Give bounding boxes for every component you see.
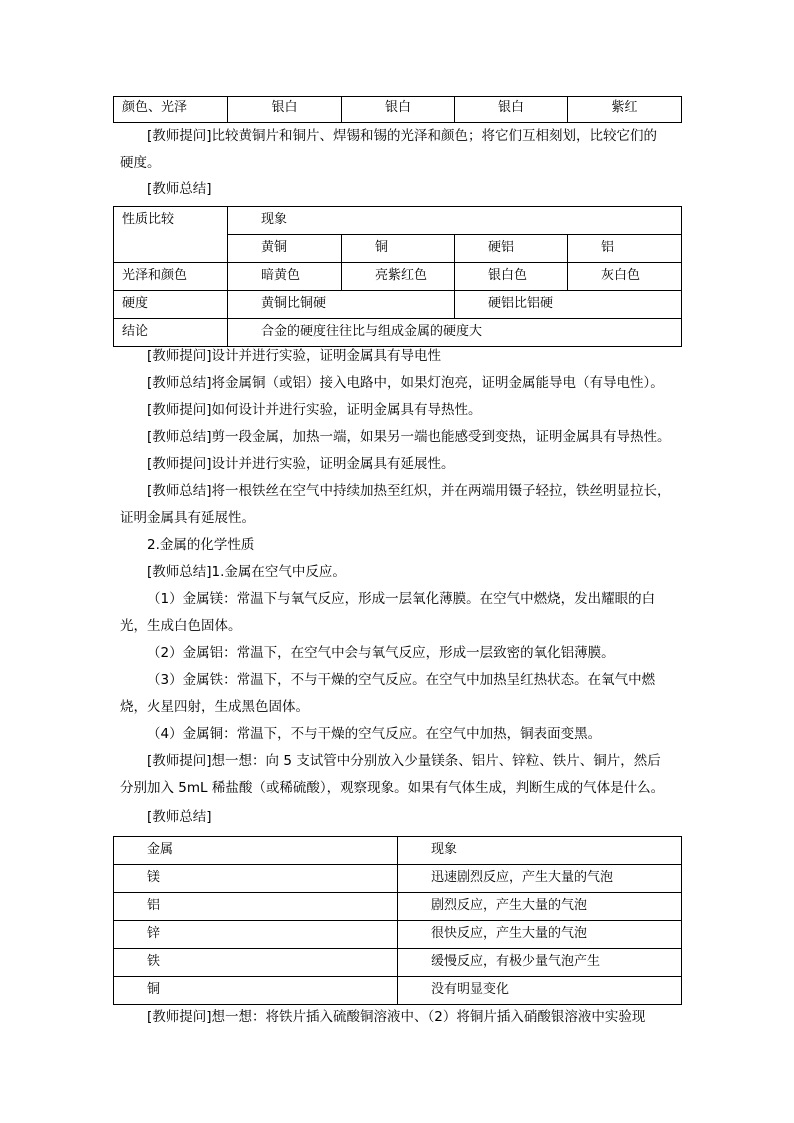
table-cell: 银白 (455, 97, 568, 123)
paragraph: [教师提问]设计并进行实验，证明金属具有延展性。 (147, 456, 455, 472)
table-cell: 没有明显变化 (398, 977, 682, 1005)
table-cell: 颜色、光泽 (114, 97, 228, 123)
table-cell: 很快反应，产生大量的气泡 (398, 921, 682, 949)
paragraph: [教师总结]将一根铁丝在空气中持续加热至红炽，并在两端用镊子轻拉，铁丝明显拉长， (147, 483, 671, 499)
table-cell: 硬度 (114, 291, 228, 319)
alloy-comparison-table (113, 206, 682, 347)
table-header-cell: 现象 (228, 207, 682, 235)
paragraph: [教师总结]剪一段金属，加热一端，如果另一端也能感受到变热，证明金属具有导热性。 (147, 429, 671, 445)
table-cell: 灰白色 (568, 263, 682, 291)
table-cell: 亮紫红色 (342, 263, 455, 291)
table-cell: 黄铜比铜硬 (228, 291, 455, 319)
table-row (114, 921, 682, 949)
paragraph: （3）金属铁：常温下，不与干燥的空气反应。在空气中加热呈红热状态。在氧气中燃 (147, 672, 656, 688)
paragraph: [教师提问]设计并进行实验，证明金属具有导电性 (147, 348, 442, 364)
table-cell: 硬铝比铝硬 (455, 291, 682, 319)
metal-properties-table-fragment (113, 96, 682, 123)
table-cell: 迅速剧烈反应，产生大量的气泡 (398, 865, 682, 893)
table-row (114, 893, 682, 921)
table-cell: 铝 (114, 893, 398, 921)
table-row (114, 865, 682, 893)
table-header-cell: 现象 (398, 837, 682, 865)
table-cell: 铜 (114, 977, 398, 1005)
table-cell: 结论 (114, 319, 228, 347)
table-cell: 锌 (114, 921, 398, 949)
table-cell: 银白 (342, 97, 455, 123)
paragraph: （1）金属镁：常温下与氧气反应，形成一层氧化薄膜。在空气中燃烧，发出耀眼的白 (147, 591, 656, 607)
table-cell: 合金的硬度往往比与组成金属的硬度大 (228, 319, 682, 347)
table-row (114, 207, 682, 235)
table-cell: 缓慢反应，有极少量气泡产生 (398, 949, 682, 977)
paragraph: 分别加入 5mL 稀盐酸（或稀硫酸），观察现象。如果有气体生成，判断生成的气体是什么。 (120, 780, 665, 796)
paragraph: （4）金属铜：常温下，不与干燥的空气反应。在空气中加热，铜表面变黑。 (147, 726, 602, 742)
table-row (114, 837, 682, 865)
paragraph: 光，生成白色固体。 (120, 618, 242, 634)
paragraph: [教师总结] (147, 181, 212, 197)
section-heading: 2.金属的化学性质 (147, 537, 255, 553)
table-cell: 黄铜 (228, 235, 342, 263)
table-header-cell: 性质比较 (114, 207, 228, 263)
table-row (114, 263, 682, 291)
paragraph: [教师提问]想一想：向 5 支试管中分别放入少量镁条、铝片、锌粒、铁片、铜片，然后 (147, 753, 661, 769)
paragraph: 烧，火星四射，生成黑色固体。 (120, 699, 309, 715)
paragraph: [教师提问]比较黄铜片和铜片、焊锡和锡的光泽和颜色；将它们互相刻划，比较它们的 (147, 128, 658, 144)
table-cell: 铁 (114, 949, 398, 977)
table-header-cell: 金属 (114, 837, 398, 865)
table-row (114, 319, 682, 347)
table-row (114, 949, 682, 977)
table-cell: 光泽和颜色 (114, 263, 228, 291)
paragraph: [教师总结]1.金属在空气中反应。 (147, 564, 346, 580)
table-cell: 铜 (342, 235, 455, 263)
table-row (114, 977, 682, 1005)
acid-reaction-table (113, 836, 682, 1005)
table-cell: 银白 (228, 97, 342, 123)
table-cell: 暗黄色 (228, 263, 342, 291)
table-cell: 银白色 (455, 263, 568, 291)
table-cell: 剧烈反应，产生大量的气泡 (398, 893, 682, 921)
table-cell: 硬铝 (455, 235, 568, 263)
paragraph: [教师提问]想一想：将铁片插入硫酸铜溶液中、（2）将铜片插入硝酸银溶液中实验现 (147, 1009, 646, 1025)
table-cell: 镁 (114, 865, 398, 893)
paragraph: （2）金属铝：常温下，在空气中会与氧气反应，形成一层致密的氧化铝薄膜。 (147, 645, 615, 661)
table-cell: 紫红 (568, 97, 682, 123)
paragraph: [教师提问]如何设计并进行实验，证明金属具有导热性。 (147, 402, 482, 418)
paragraph: 证明金属具有延展性。 (120, 510, 255, 526)
table-row (114, 291, 682, 319)
paragraph: [教师总结] (147, 809, 212, 825)
paragraph: [教师总结]将金属铜（或铝）接入电路中，如果灯泡亮，证明金属能导电（有导电性）。 (147, 375, 664, 391)
paragraph: 硬度。 (120, 155, 161, 171)
table-row (114, 97, 682, 123)
table-cell: 铝 (568, 235, 682, 263)
